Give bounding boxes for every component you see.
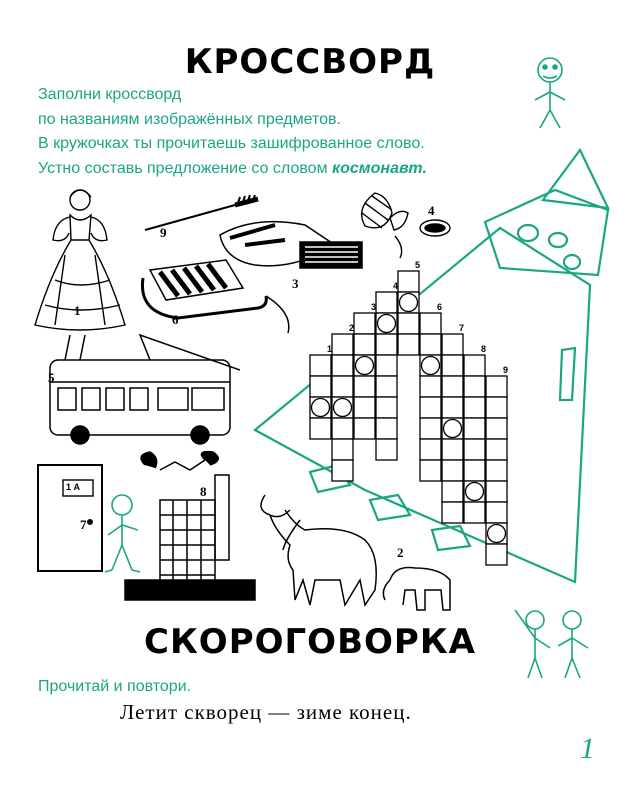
crossword-cell[interactable] [420,397,441,418]
crossword-cell[interactable] [376,376,397,397]
crossword-cell[interactable] [420,313,441,334]
label-coconut: 4 [428,203,435,218]
crossword-cell[interactable] [332,397,353,418]
label-glove: 3 [292,276,299,291]
crossword-cell[interactable] [310,418,331,439]
crossword-cell[interactable] [354,397,375,418]
crossword-cell[interactable] [442,439,463,460]
crossword-cell[interactable] [486,418,507,439]
crossword-number: 4 [393,281,399,291]
crossword-title: КРОССВОРД [184,42,436,82]
crossword-cell[interactable] [420,418,441,439]
tongue-twister-text: Летит скворец — зиме конец. [120,700,412,724]
crossword-cell[interactable] [398,292,419,313]
crossword-cell[interactable] [354,313,375,334]
crossword-cell[interactable] [310,397,331,418]
crossword-number: 3 [371,302,377,312]
crossword-number: 8 [481,344,487,354]
instruction-line-1: Заполни кроссворд [38,86,182,103]
door-sign: 1 А [66,482,81,492]
crossword-cell[interactable] [376,292,397,313]
crossword-cell[interactable] [442,376,463,397]
instruction-line-2: по названиям изображённых предметов. [38,110,341,128]
crossword-cell[interactable] [398,334,419,355]
crossword-cell[interactable] [486,376,507,397]
crossword-cell[interactable] [332,418,353,439]
crossword-cell[interactable] [332,376,353,397]
crossword-cell[interactable] [420,439,441,460]
instruction-line-3: В кружочках ты прочитаешь зашифрованное слово. [38,135,425,152]
crossword-cell[interactable] [464,439,485,460]
instruction-line-4-text: Устно составь предложение со словом [38,159,328,177]
mascot-door-picture [100,490,145,575]
crossword-cell[interactable] [442,418,463,439]
crossword-cell[interactable] [420,355,441,376]
crossword-cell[interactable] [464,397,485,418]
keyword: космонавт [332,159,423,177]
mascots-bottom-picture [510,598,595,683]
crossword-cell[interactable] [332,439,353,460]
crossword-cell[interactable] [398,271,419,292]
crossword-cell[interactable] [376,439,397,460]
crossword-cell[interactable] [442,334,463,355]
crossword-cell[interactable] [486,523,507,544]
crossword-cell[interactable] [486,460,507,481]
mascot-top-picture [525,52,575,132]
elephants-picture [255,490,465,615]
crossword-cell[interactable] [310,376,331,397]
crossword-cell[interactable] [464,460,485,481]
crossword-cell[interactable] [332,355,353,376]
crossword-cell[interactable] [464,502,485,523]
crossword-cell[interactable] [486,544,507,565]
crossword-cell[interactable] [376,397,397,418]
crossword-number: 6 [437,302,443,312]
crossword-cell[interactable] [332,334,353,355]
crossword-cell[interactable] [486,502,507,523]
crossword-cell[interactable] [354,376,375,397]
label-building: 8 [200,484,207,499]
crossword-cell[interactable] [486,439,507,460]
crossword-cell[interactable] [442,397,463,418]
crossword-cell[interactable] [376,355,397,376]
crossword-number: 1 [327,344,333,354]
crossword-cell[interactable] [354,355,375,376]
keyword-end: . [422,159,427,177]
crossword-cell[interactable] [420,334,441,355]
crossword-cell[interactable] [376,313,397,334]
crossword-cell[interactable] [464,418,485,439]
crossword-cell[interactable] [310,355,331,376]
crossword-cell[interactable] [464,376,485,397]
door-picture [35,462,105,574]
crossword-cell[interactable] [420,376,441,397]
crossword-cell[interactable] [464,481,485,502]
crossword-number: 2 [349,323,355,333]
crossword-cell[interactable] [332,460,353,481]
tongue-twister-instruction: Прочитай и повтори. [38,678,192,695]
label-door: 7 [80,517,87,532]
label-sled: 6 [172,312,179,327]
label-ballgown: 1 [74,303,81,318]
trolleybus-picture [40,330,240,445]
crossword-cell[interactable] [376,418,397,439]
crossword-cell[interactable] [398,313,419,334]
label-toothbrush: 9 [160,225,167,240]
crossword-cell[interactable] [354,334,375,355]
crossword-cell[interactable] [354,418,375,439]
crossword-cell[interactable] [442,460,463,481]
crossword-cell[interactable] [464,355,485,376]
crossword-cell[interactable] [442,355,463,376]
label-trolleybus: 5 [48,370,55,385]
crossword-cell[interactable] [420,460,441,481]
label-elephants: 2 [397,545,404,560]
crossword-number: 5 [415,260,421,270]
crossword-number: 9 [503,365,509,375]
coconut-picture [350,188,460,263]
crossword-cell[interactable] [486,481,507,502]
tongue-twister-title: СКОРОГОВОРКА [144,622,476,662]
crossword-cell[interactable] [376,334,397,355]
crossword-number: 7 [459,323,465,333]
page-number: 1 [580,732,595,765]
crossword-cell[interactable] [486,397,507,418]
